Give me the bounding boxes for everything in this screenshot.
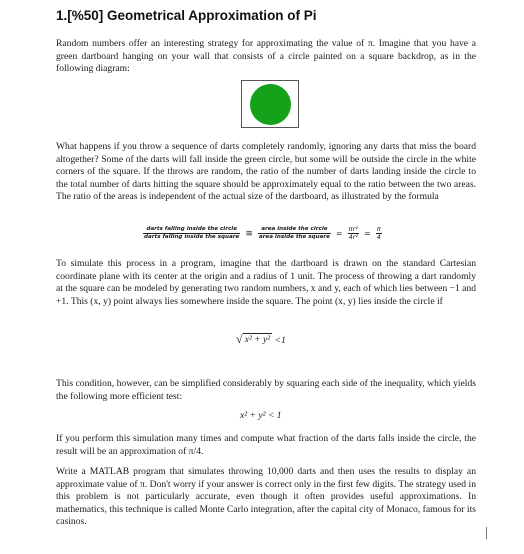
text-cursor xyxy=(486,527,487,539)
pi-over-four-fraction: $\frac{\pi}{4}$ xyxy=(376,225,381,241)
inequality-rest: <1 xyxy=(272,335,286,346)
area-ratio-formula xyxy=(143,226,382,241)
intro-paragraph: Random numbers offer an interesting strategy for approximating the value of π. Imagine that you have a green dartboard hanging on your wall that consists of a circle painted on a square backdrop, as in the following diagram: xyxy=(56,38,476,75)
radicand: x² + y² xyxy=(244,334,271,345)
ratio-paragraph: What happens if you throw a sequence of darts completely randomly, ignoring any darts that miss the board altogether? Some of the darts will fall inside the green circle, but some will be outside the circle in the white corners of the square. If the throws are random, the ratio of the number of darts landing inside the circle to the total number of darts hitting the square should be approximately equal to the ratio between the two areas. The ratio of the areas is independent of the actual size of the dartboard, as illustrated by the formula xyxy=(56,141,476,203)
result-paragraph: If you perform this simulation many times and compute what fraction of the darts falls inside the circle, the result will be an approximation of π/4. xyxy=(56,433,476,457)
simulation-paragraph: To simulate this process in a program, imagine that the dartboard is drawn on the standard Cartesian coordinate plane with its center at the origin and a radius of 1 unit. The process of throwing a dart randomly at the square can be modeled by generating two random numbers, x and y, each of which lies between −1 and +1. This (x, y) point always lies somewhere inside the square. The point (x, y) lies inside the circle if xyxy=(56,258,476,307)
dartboard-diagram xyxy=(241,80,299,128)
assignment-paragraph: Write a MATLAB program that simulates throwing 10,000 darts and then uses the results to display an approximate value of π. Don't worry if your answer is correct only in the first few digits. The strategy used in this problem is not particularly accurate, even though it often provides useful approximations. In mathematics, this technique is called Monte Carlo integration, after the capital city of Monaco, famous for its casinos. xyxy=(56,466,476,528)
sqrt-symbol: √ xyxy=(236,332,243,346)
equals-sign-2: = xyxy=(363,229,371,238)
squared-inequality: x² + y² < 1 xyxy=(240,410,282,421)
simplification-paragraph: This condition, however, can be simplified considerably by squaring each side of the inequality, which yields the following more efficient test: xyxy=(56,378,476,402)
pi-r-squared-fraction: $\frac{\text{πr²}}{\text{4r²}}$ xyxy=(348,225,358,241)
sqrt-inequality xyxy=(236,333,286,346)
problem-title: 1.[%50] Geometrical Approximation of Pi xyxy=(56,8,317,23)
approx-sign: ≅ xyxy=(245,228,253,239)
dartboard-circle xyxy=(250,84,291,125)
area-ratio-fraction: $\frac{\text{area inside the circle}}{\text{area inside the square}}$ xyxy=(258,226,330,240)
equals-sign: = xyxy=(335,229,343,238)
darts-ratio-fraction: $\frac{\text{darts falling inside the circle}}{\text{darts falling inside the square}}$ xyxy=(144,226,240,240)
